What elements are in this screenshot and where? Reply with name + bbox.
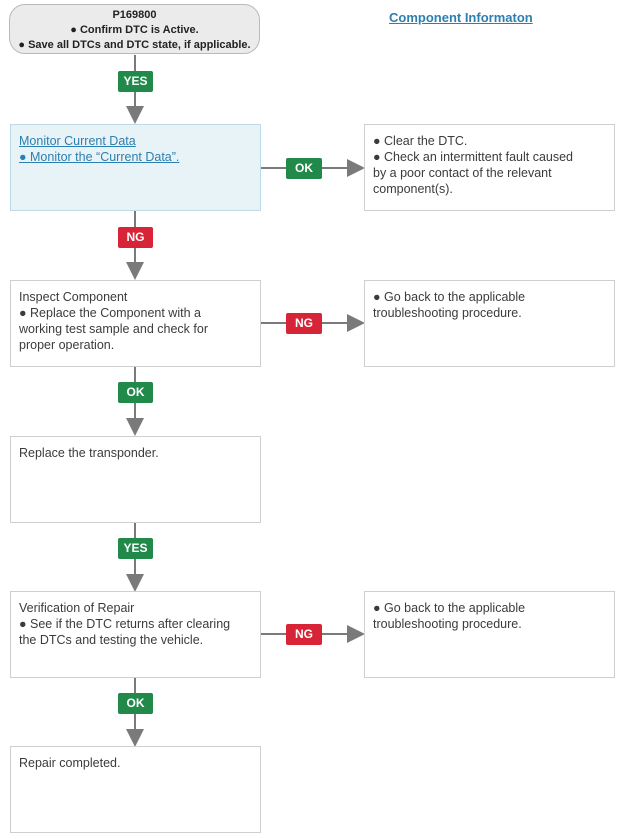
result-clear-dtc [364,124,615,211]
ng-badge: NG [118,227,153,248]
step-repair-completed [10,746,261,833]
ok-badge: OK [118,382,153,403]
result-text: by a poor contact of the relevant [373,166,552,180]
result-go-back-troubleshooting [364,591,615,678]
step-inspect-component [10,280,261,367]
result-text: component(s). [373,182,453,196]
monitor-current-data-link[interactable]: Monitor Current Data [19,134,136,148]
ok-badge: OK [286,158,322,179]
step-text: ● Replace the Component with a [19,306,201,320]
dtc-code: P169800 [112,9,157,21]
step-title: Repair completed. [19,756,121,770]
result-text: troubleshooting procedure. [373,306,522,320]
result-text: ● Clear the DTC. [373,134,468,148]
step-text: working test sample and check for [19,322,208,336]
step-monitor-current-data [10,124,261,211]
start-node [9,4,260,54]
ng-badge: NG [286,313,322,334]
result-text: ● Check an intermittent fault caused [373,150,574,164]
step-title: Verification of Repair [19,601,135,615]
result-go-back-troubleshooting [364,280,615,367]
result-text: ● Go back to the applicable [373,601,526,615]
monitor-current-data-sublink[interactable]: ● Monitor the “Current Data”. [19,150,180,164]
start-instruction-2: ● Save all DTCs and DTC state, if applicable. [18,39,251,51]
step-title: Replace the transponder. [19,446,159,460]
ng-badge: NG [286,624,322,645]
result-text: ● Go back to the applicable [373,290,526,304]
step-text: ● See if the DTC returns after clearing [19,617,231,631]
step-text: proper operation. [19,338,115,352]
start-instruction-1: ● Confirm DTC is Active. [70,24,199,36]
step-replace-transponder [10,436,261,523]
component-information-link[interactable]: Component Informaton [389,10,533,25]
step-verification-of-repair [10,591,261,678]
result-text: troubleshooting procedure. [373,617,522,631]
step-title: Inspect Component [19,290,128,304]
step-text: the DTCs and testing the vehicle. [19,633,204,647]
yes-badge: YES [118,71,153,92]
yes-badge: YES [118,538,153,559]
ok-badge: OK [118,693,153,714]
